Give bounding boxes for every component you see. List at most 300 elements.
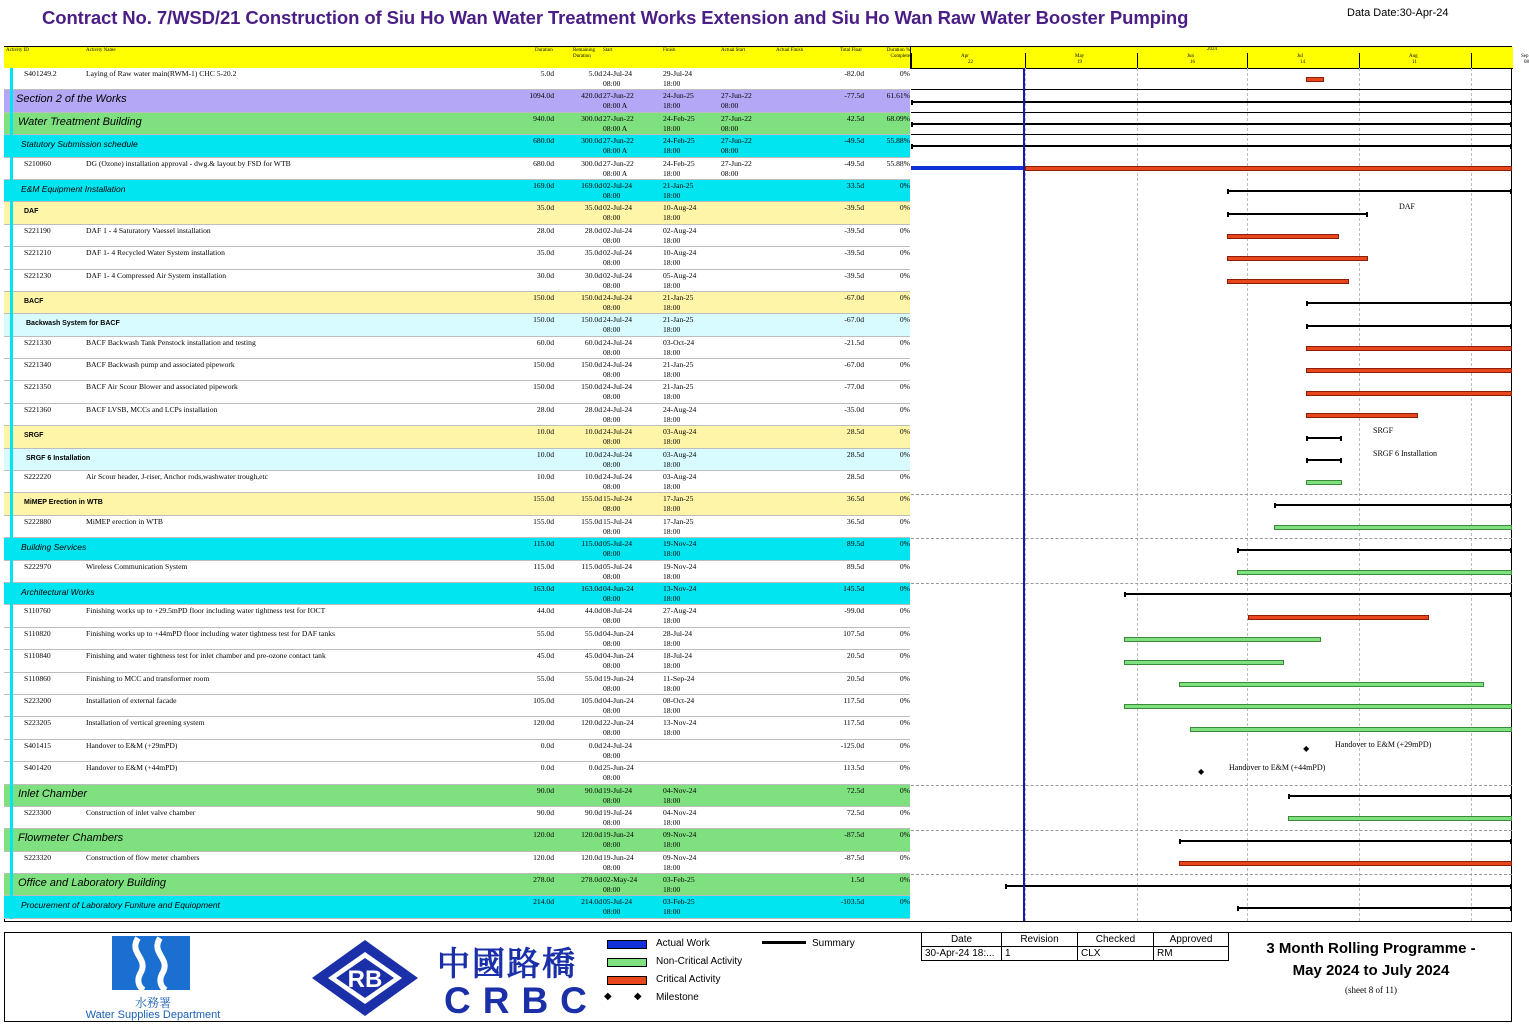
duration: 169.0d bbox=[533, 180, 554, 190]
finish-date: 03-Aug-24 bbox=[663, 427, 697, 437]
activity-name: Installation of vertical greening system bbox=[86, 718, 205, 728]
group-divider bbox=[911, 785, 1512, 786]
summary-bar[interactable] bbox=[1227, 190, 1512, 192]
start-time: 08:00 A bbox=[603, 123, 628, 133]
table-row[interactable] bbox=[4, 270, 910, 292]
finish-time: 18:00 bbox=[663, 123, 681, 133]
wbs-name: SRGF bbox=[24, 432, 44, 440]
wbs-name: Backwash System for BACF bbox=[26, 320, 120, 328]
finish-date: 13-Nov-24 bbox=[663, 583, 697, 593]
activity-id: S221350 bbox=[24, 382, 52, 392]
table-row[interactable] bbox=[4, 68, 910, 90]
remaining-duration: 0.0d bbox=[588, 763, 602, 773]
summary-bar[interactable] bbox=[1124, 593, 1512, 595]
start-time: 08:00 A bbox=[603, 168, 628, 178]
activity-id: S210060 bbox=[24, 158, 52, 168]
duration: 120.0d bbox=[533, 718, 554, 728]
summary-bar[interactable] bbox=[1179, 840, 1512, 842]
summary-bar[interactable] bbox=[911, 101, 1512, 103]
wbs-row[interactable] bbox=[4, 896, 910, 918]
pct-complete: 0% bbox=[899, 404, 910, 414]
start-date: 19-Jun-24 bbox=[603, 830, 634, 840]
legend-milestone-label: Milestone bbox=[656, 992, 699, 1003]
remaining-duration: 420.0d bbox=[581, 91, 602, 101]
gantt-label-handover-29: Handover to E&M (+29mPD) bbox=[1335, 740, 1432, 749]
table-row[interactable] bbox=[4, 852, 910, 874]
critical-bar[interactable] bbox=[1248, 615, 1429, 620]
milestone-icon[interactable]: ◆ bbox=[1303, 744, 1310, 754]
wbs-row[interactable] bbox=[4, 785, 910, 807]
activity-id: S221330 bbox=[24, 337, 52, 347]
wbs-row[interactable] bbox=[4, 202, 910, 224]
sheet-number: (sheet 8 of 11) bbox=[1345, 985, 1397, 995]
wsd-chinese-name: 水務署 bbox=[134, 996, 171, 1010]
col-pct-complete[interactable]: Duration % Complete bbox=[886, 48, 910, 59]
table-row[interactable] bbox=[4, 628, 910, 650]
finish-time: 18:00 bbox=[663, 190, 681, 200]
finish-date: 17-Jan-25 bbox=[663, 494, 694, 504]
wsd-english-name: Water Supplies Department bbox=[85, 1009, 221, 1021]
summary-bar[interactable] bbox=[1306, 437, 1342, 439]
table-row[interactable] bbox=[4, 673, 910, 695]
start-date: 24-Jul-24 bbox=[603, 382, 633, 392]
start-date: 02-Jul-24 bbox=[603, 180, 633, 190]
wbs-name: Section 2 of the Works bbox=[16, 93, 127, 106]
total-float: 36.5d bbox=[846, 494, 864, 504]
duration: 0.0d bbox=[540, 763, 554, 773]
duration: 150.0d bbox=[533, 292, 554, 302]
col-remaining-duration[interactable]: Remaining Duration bbox=[573, 48, 595, 59]
wbs-name: BACF bbox=[24, 297, 44, 305]
duration: 278.0d bbox=[533, 875, 554, 885]
table-row[interactable] bbox=[4, 695, 910, 717]
activity-id: S221360 bbox=[24, 404, 52, 414]
finish-time: 18:00 bbox=[663, 325, 681, 335]
table-row[interactable] bbox=[4, 337, 910, 359]
rev-checked: CLX bbox=[1078, 947, 1154, 961]
finish-time: 18:00 bbox=[663, 101, 681, 111]
total-float: 89.5d bbox=[846, 539, 864, 549]
legend-milestone-icon: ◆ ◆ bbox=[604, 991, 642, 1002]
timescale-month: Aug bbox=[1409, 54, 1418, 59]
table-row[interactable] bbox=[4, 471, 910, 493]
finish-date: 19-Nov-24 bbox=[663, 539, 697, 549]
activity-name: MiMEP erection in WTB bbox=[86, 516, 163, 526]
pct-complete: 55.88% bbox=[886, 158, 910, 168]
finish-date: 10-Aug-24 bbox=[663, 248, 697, 258]
start-time: 08:00 bbox=[603, 190, 621, 200]
duration: 120.0d bbox=[533, 852, 554, 862]
table-row[interactable] bbox=[4, 740, 910, 762]
duration: 105.0d bbox=[533, 695, 554, 705]
start-time: 08:00 bbox=[603, 258, 621, 268]
legend-actual-label: Actual Work bbox=[656, 938, 710, 949]
finish-time: 18:00 bbox=[663, 885, 681, 895]
pct-complete: 0% bbox=[899, 69, 910, 78]
activity-name: Handover to E&M (+29mPD) bbox=[86, 740, 178, 750]
remaining-duration: 155.0d bbox=[581, 494, 602, 504]
duration: 90.0d bbox=[536, 785, 554, 795]
summary-bar[interactable] bbox=[1306, 325, 1512, 327]
activity-name: Installation of external facade bbox=[86, 695, 177, 705]
pct-complete: 0% bbox=[899, 830, 910, 840]
finish-date: 08-Oct-24 bbox=[663, 695, 695, 705]
duration: 120.0d bbox=[533, 830, 554, 840]
table-row[interactable] bbox=[4, 247, 910, 269]
table-row[interactable] bbox=[4, 762, 910, 784]
duration: 90.0d bbox=[536, 807, 554, 817]
wbs-row[interactable] bbox=[4, 113, 910, 135]
start-time: 08:00 bbox=[603, 325, 621, 335]
noncritical-bar[interactable] bbox=[1274, 525, 1512, 530]
timescale-month: Jul bbox=[1297, 54, 1303, 59]
noncritical-bar[interactable] bbox=[1124, 704, 1512, 709]
activity-id: S401420 bbox=[24, 763, 52, 773]
wbs-divider bbox=[911, 89, 1512, 90]
start-time: 08:00 bbox=[603, 795, 621, 805]
total-float: -67.0d bbox=[844, 315, 864, 325]
rev-header-date: Date bbox=[922, 933, 1002, 947]
finish-date: 24-Aug-24 bbox=[663, 404, 697, 414]
start-date: 24-Jul-24 bbox=[603, 360, 633, 370]
critical-bar[interactable] bbox=[1227, 234, 1339, 239]
legend-critical-label: Critical Activity bbox=[656, 974, 721, 985]
total-float: -49.5d bbox=[844, 158, 864, 168]
finish-time: 18:00 bbox=[663, 482, 681, 492]
col-finish[interactable]: Finish bbox=[663, 48, 676, 53]
summary-bar[interactable] bbox=[911, 123, 1512, 125]
total-float: 107.5d bbox=[843, 628, 864, 638]
finish-date: 09-Nov-24 bbox=[663, 830, 697, 840]
start-time: 08:00 bbox=[603, 213, 621, 223]
critical-bar[interactable] bbox=[1306, 413, 1418, 418]
finish-time: 18:00 bbox=[663, 549, 681, 559]
legend-summary-icon bbox=[762, 941, 806, 944]
total-float: -67.0d bbox=[844, 360, 864, 370]
start-time: 08:00 bbox=[603, 235, 621, 245]
duration: 35.0d bbox=[536, 248, 554, 258]
start-date: 22-Jun-24 bbox=[603, 718, 634, 728]
total-float: -103.5d bbox=[840, 897, 864, 907]
start-time: 08:00 bbox=[603, 280, 621, 290]
finish-time: 18:00 bbox=[663, 213, 681, 223]
finish-time: 18:00 bbox=[663, 504, 681, 514]
table-row[interactable] bbox=[4, 404, 910, 426]
noncritical-bar[interactable] bbox=[1306, 480, 1342, 485]
total-float: 33.5d bbox=[846, 180, 864, 190]
pct-complete: 0% bbox=[899, 203, 910, 213]
actual-start-time: 08:00 bbox=[721, 101, 739, 111]
actual-start: 27-Jun-22 bbox=[721, 136, 752, 146]
summary-bar[interactable] bbox=[1227, 213, 1368, 215]
start-time: 08:00 bbox=[603, 817, 621, 827]
start-date: 15-Jul-24 bbox=[603, 516, 633, 526]
activity-name: BACF Air Scour Blower and associated pipework bbox=[86, 382, 238, 392]
pct-complete: 0% bbox=[899, 852, 910, 862]
remaining-duration: 169.0d bbox=[581, 180, 602, 190]
start-time: 08:00 bbox=[603, 549, 621, 559]
remaining-duration: 55.0d bbox=[584, 673, 602, 683]
timescale-year: 2024 bbox=[1207, 47, 1217, 52]
noncritical-bar[interactable] bbox=[1288, 816, 1512, 821]
remaining-duration: 150.0d bbox=[581, 292, 602, 302]
finish-date: 24-Feb-25 bbox=[663, 113, 695, 123]
total-float: -99.0d bbox=[844, 606, 864, 616]
finish-time: 18:00 bbox=[663, 79, 681, 88]
table-row[interactable] bbox=[4, 516, 910, 538]
wbs-row[interactable] bbox=[4, 538, 910, 560]
total-float: -82.0d bbox=[844, 69, 864, 78]
noncritical-bar[interactable] bbox=[1124, 660, 1284, 665]
finish-date: 04-Nov-24 bbox=[663, 807, 697, 817]
wbs-name: Statutory Submission schedule bbox=[21, 139, 138, 150]
summary-bar[interactable] bbox=[1274, 504, 1512, 506]
wbs-row[interactable] bbox=[4, 426, 910, 448]
summary-bar[interactable] bbox=[911, 145, 1512, 147]
activity-id: S221210 bbox=[24, 248, 52, 258]
remaining-duration: 214.0d bbox=[581, 897, 602, 907]
start-time: 08:00 bbox=[603, 638, 621, 648]
summary-bar[interactable] bbox=[1288, 795, 1512, 797]
total-float: -49.5d bbox=[844, 136, 864, 146]
start-time: 08:00 bbox=[603, 302, 621, 312]
gantt-label-srgf6: SRGF 6 Installation bbox=[1373, 449, 1438, 458]
start-date: 27-Jun-22 bbox=[603, 91, 634, 101]
duration: 10.0d bbox=[536, 449, 554, 459]
remaining-duration: 90.0d bbox=[584, 807, 602, 817]
total-float: -125.0d bbox=[840, 740, 864, 750]
critical-bar[interactable] bbox=[1306, 368, 1512, 373]
remaining-duration: 120.0d bbox=[581, 718, 602, 728]
table-row[interactable] bbox=[4, 381, 910, 403]
start-date: 24-Jul-24 bbox=[603, 292, 633, 302]
finish-date: 18-Jul-24 bbox=[663, 651, 693, 661]
col-activity-id[interactable]: Activity ID bbox=[6, 48, 29, 53]
pct-complete: 0% bbox=[899, 337, 910, 347]
finish-date: 19-Nov-24 bbox=[663, 561, 697, 571]
start-date: 24-Jul-24 bbox=[603, 740, 633, 750]
actual-start: 27-Jun-22 bbox=[721, 113, 752, 123]
wbs-row[interactable] bbox=[4, 449, 910, 471]
remaining-duration: 150.0d bbox=[581, 360, 602, 370]
pct-complete: 0% bbox=[899, 897, 910, 907]
start-time: 08:00 bbox=[603, 392, 621, 402]
pct-complete: 0% bbox=[899, 651, 910, 661]
finish-date: 24-Feb-25 bbox=[663, 136, 695, 146]
critical-bar[interactable] bbox=[1227, 279, 1350, 284]
col-activity-name[interactable]: Activity Name bbox=[86, 48, 116, 53]
total-float: -39.5d bbox=[844, 270, 864, 280]
table-row[interactable] bbox=[4, 158, 910, 180]
timescale-month: May bbox=[1075, 54, 1085, 59]
remaining-duration: 300.0d bbox=[581, 136, 602, 146]
table-row[interactable] bbox=[4, 807, 910, 829]
critical-bar[interactable] bbox=[1179, 861, 1512, 866]
remaining-duration: 300.0d bbox=[581, 158, 602, 168]
table-row[interactable] bbox=[4, 650, 910, 672]
activity-id: S221190 bbox=[24, 225, 51, 235]
remaining-duration: 115.0d bbox=[581, 561, 602, 571]
critical-bar[interactable] bbox=[1306, 77, 1324, 82]
start-time: 08:00 bbox=[603, 683, 621, 693]
wbs-name: Water Treatment Building bbox=[18, 115, 142, 128]
start-date: 02-May-24 bbox=[603, 875, 638, 885]
col-actual-start[interactable]: Actual Start bbox=[721, 48, 746, 53]
summary-bar[interactable] bbox=[1306, 459, 1342, 461]
total-float: -21.5d bbox=[844, 337, 864, 347]
table-row[interactable] bbox=[4, 359, 910, 381]
summary-bar[interactable] bbox=[1306, 302, 1512, 304]
finish-date: 27-Aug-24 bbox=[663, 606, 697, 616]
summary-bar[interactable] bbox=[1005, 885, 1512, 887]
wbs-name: Flowmeter Chambers bbox=[18, 832, 124, 845]
wbs-row[interactable] bbox=[4, 829, 910, 851]
pct-complete: 0% bbox=[899, 606, 910, 616]
col-total-float[interactable]: Total Float bbox=[840, 48, 862, 53]
col-duration[interactable]: Duration bbox=[535, 48, 553, 53]
table-header bbox=[4, 47, 910, 69]
duration: 55.0d bbox=[536, 628, 554, 638]
remaining-duration: 30.0d bbox=[584, 270, 602, 280]
critical-bar[interactable] bbox=[1025, 166, 1512, 171]
duration: 150.0d bbox=[533, 382, 554, 392]
pct-complete: 0% bbox=[899, 807, 910, 817]
summary-bar[interactable] bbox=[1237, 907, 1512, 909]
critical-bar[interactable] bbox=[1227, 256, 1368, 261]
finish-time: 18:00 bbox=[663, 907, 681, 917]
finish-time: 18:00 bbox=[663, 705, 681, 715]
start-date: 24-Jul-24 bbox=[603, 315, 633, 325]
finish-time: 18:00 bbox=[663, 414, 681, 424]
pct-complete: 0% bbox=[899, 180, 910, 190]
summary-bar[interactable] bbox=[1237, 549, 1512, 551]
noncritical-bar[interactable] bbox=[1124, 637, 1321, 642]
duration: 214.0d bbox=[533, 897, 554, 907]
duration: 60.0d bbox=[536, 337, 554, 347]
wbs-row[interactable] bbox=[4, 90, 910, 112]
total-float: -39.5d bbox=[844, 203, 864, 213]
table-row[interactable] bbox=[4, 561, 910, 583]
finish-date: 10-Aug-24 bbox=[663, 203, 697, 213]
activity-id: S110860 bbox=[24, 673, 51, 683]
wbs-name: SRGF 6 Installation bbox=[26, 454, 91, 462]
remaining-duration: 45.0d bbox=[584, 651, 602, 661]
table-row[interactable] bbox=[4, 605, 910, 627]
total-float: 28.5d bbox=[846, 427, 864, 437]
timescale-divider bbox=[1137, 53, 1138, 68]
timescale-week: 19 bbox=[1077, 60, 1082, 65]
legend-critical-swatch bbox=[607, 976, 647, 985]
activity-name: BACF Backwash pump and associated pipework bbox=[86, 360, 235, 370]
activity-name: BACF LVSB, MCCs and LCPs installation bbox=[86, 404, 218, 414]
critical-bar[interactable] bbox=[1306, 391, 1512, 396]
start-date: 24-Jul-24 bbox=[603, 404, 633, 414]
start-time: 08:00 bbox=[603, 571, 621, 581]
wbs-row[interactable] bbox=[4, 292, 910, 314]
start-date: 02-Jul-24 bbox=[603, 270, 633, 280]
gantt-timescale bbox=[910, 47, 1529, 69]
start-date: 04-Jun-24 bbox=[603, 628, 634, 638]
actual-start: 27-Jun-22 bbox=[721, 91, 752, 101]
start-time: 08:00 bbox=[603, 79, 621, 88]
wbs-row[interactable] bbox=[4, 180, 910, 202]
col-actual-finish[interactable]: Actual Finish bbox=[776, 48, 804, 53]
activity-name: Laying of Raw water main(RWM-1) CHC 5-20.2 bbox=[86, 69, 237, 78]
activity-id: S110840 bbox=[24, 651, 51, 661]
pct-complete: 0% bbox=[899, 718, 910, 728]
finish-time: 18:00 bbox=[663, 571, 681, 581]
table-row[interactable] bbox=[4, 225, 910, 247]
remaining-duration: 105.0d bbox=[581, 695, 602, 705]
wbs-row[interactable] bbox=[4, 314, 910, 336]
total-float: -39.5d bbox=[844, 225, 864, 235]
crbc-chinese-name: 中國路橋 bbox=[437, 947, 577, 983]
group-divider bbox=[911, 874, 1512, 875]
noncritical-bar[interactable] bbox=[1190, 727, 1512, 732]
finish-date: 11-Sep-24 bbox=[663, 673, 695, 683]
group-divider bbox=[911, 494, 1512, 495]
start-date: 24-Jul-24 bbox=[603, 69, 633, 78]
finish-date: 03-Aug-24 bbox=[663, 449, 697, 459]
total-float: 89.5d bbox=[846, 561, 864, 571]
wbs-row[interactable] bbox=[4, 583, 910, 605]
duration: 55.0d bbox=[536, 673, 554, 683]
group-divider bbox=[911, 538, 1512, 539]
finish-date: 04-Nov-24 bbox=[663, 785, 697, 795]
start-date: 24-Jul-24 bbox=[603, 427, 633, 437]
finish-date: 03-Oct-24 bbox=[663, 337, 695, 347]
remaining-duration: 90.0d bbox=[584, 785, 602, 795]
pct-complete: 0% bbox=[899, 740, 910, 750]
pct-complete: 55.88% bbox=[886, 136, 910, 146]
remaining-duration: 44.0d bbox=[584, 606, 602, 616]
duration: 115.0d bbox=[533, 539, 554, 549]
remaining-duration: 28.0d bbox=[584, 225, 602, 235]
wbs-row[interactable] bbox=[4, 874, 910, 896]
start-date: 27-Jun-22 bbox=[603, 158, 634, 168]
finish-time: 18:00 bbox=[663, 146, 681, 156]
rev-date: 30-Apr-24 18:... bbox=[922, 947, 1002, 961]
wbs-row[interactable] bbox=[4, 135, 910, 157]
activity-name: Construction of flow meter chambers bbox=[86, 852, 200, 862]
critical-bar[interactable] bbox=[1306, 346, 1512, 351]
table-row[interactable] bbox=[4, 717, 910, 739]
timescale-week: 22 bbox=[968, 60, 973, 65]
activity-id: S222970 bbox=[24, 561, 52, 571]
activity-id: S110760 bbox=[24, 606, 51, 616]
remaining-duration: 5.0d bbox=[588, 69, 602, 78]
start-date: 05-Jul-24 bbox=[603, 539, 633, 549]
total-float: 72.5d bbox=[846, 785, 864, 795]
remaining-duration: 300.0d bbox=[581, 113, 602, 123]
gantt-label-handover-44: Handover to E&M (+44mPD) bbox=[1229, 763, 1326, 772]
milestone-icon[interactable]: ◆ bbox=[1198, 766, 1205, 776]
col-start[interactable]: Start bbox=[603, 48, 613, 53]
data-date: Data Date:30-Apr-24 bbox=[1347, 7, 1449, 19]
actual-bar[interactable] bbox=[911, 166, 1024, 170]
pct-complete: 0% bbox=[899, 763, 910, 773]
finish-time: 18:00 bbox=[663, 437, 681, 447]
start-time: 08:00 bbox=[603, 862, 621, 872]
total-float: 28.5d bbox=[846, 472, 864, 482]
wbs-row[interactable] bbox=[4, 493, 910, 515]
noncritical-bar[interactable] bbox=[1237, 570, 1512, 575]
total-float: -87.5d bbox=[844, 852, 864, 862]
start-time: 08:00 bbox=[603, 750, 621, 760]
noncritical-bar[interactable] bbox=[1179, 682, 1484, 687]
finish-time: 18:00 bbox=[663, 638, 681, 648]
total-float: 20.5d bbox=[846, 651, 864, 661]
